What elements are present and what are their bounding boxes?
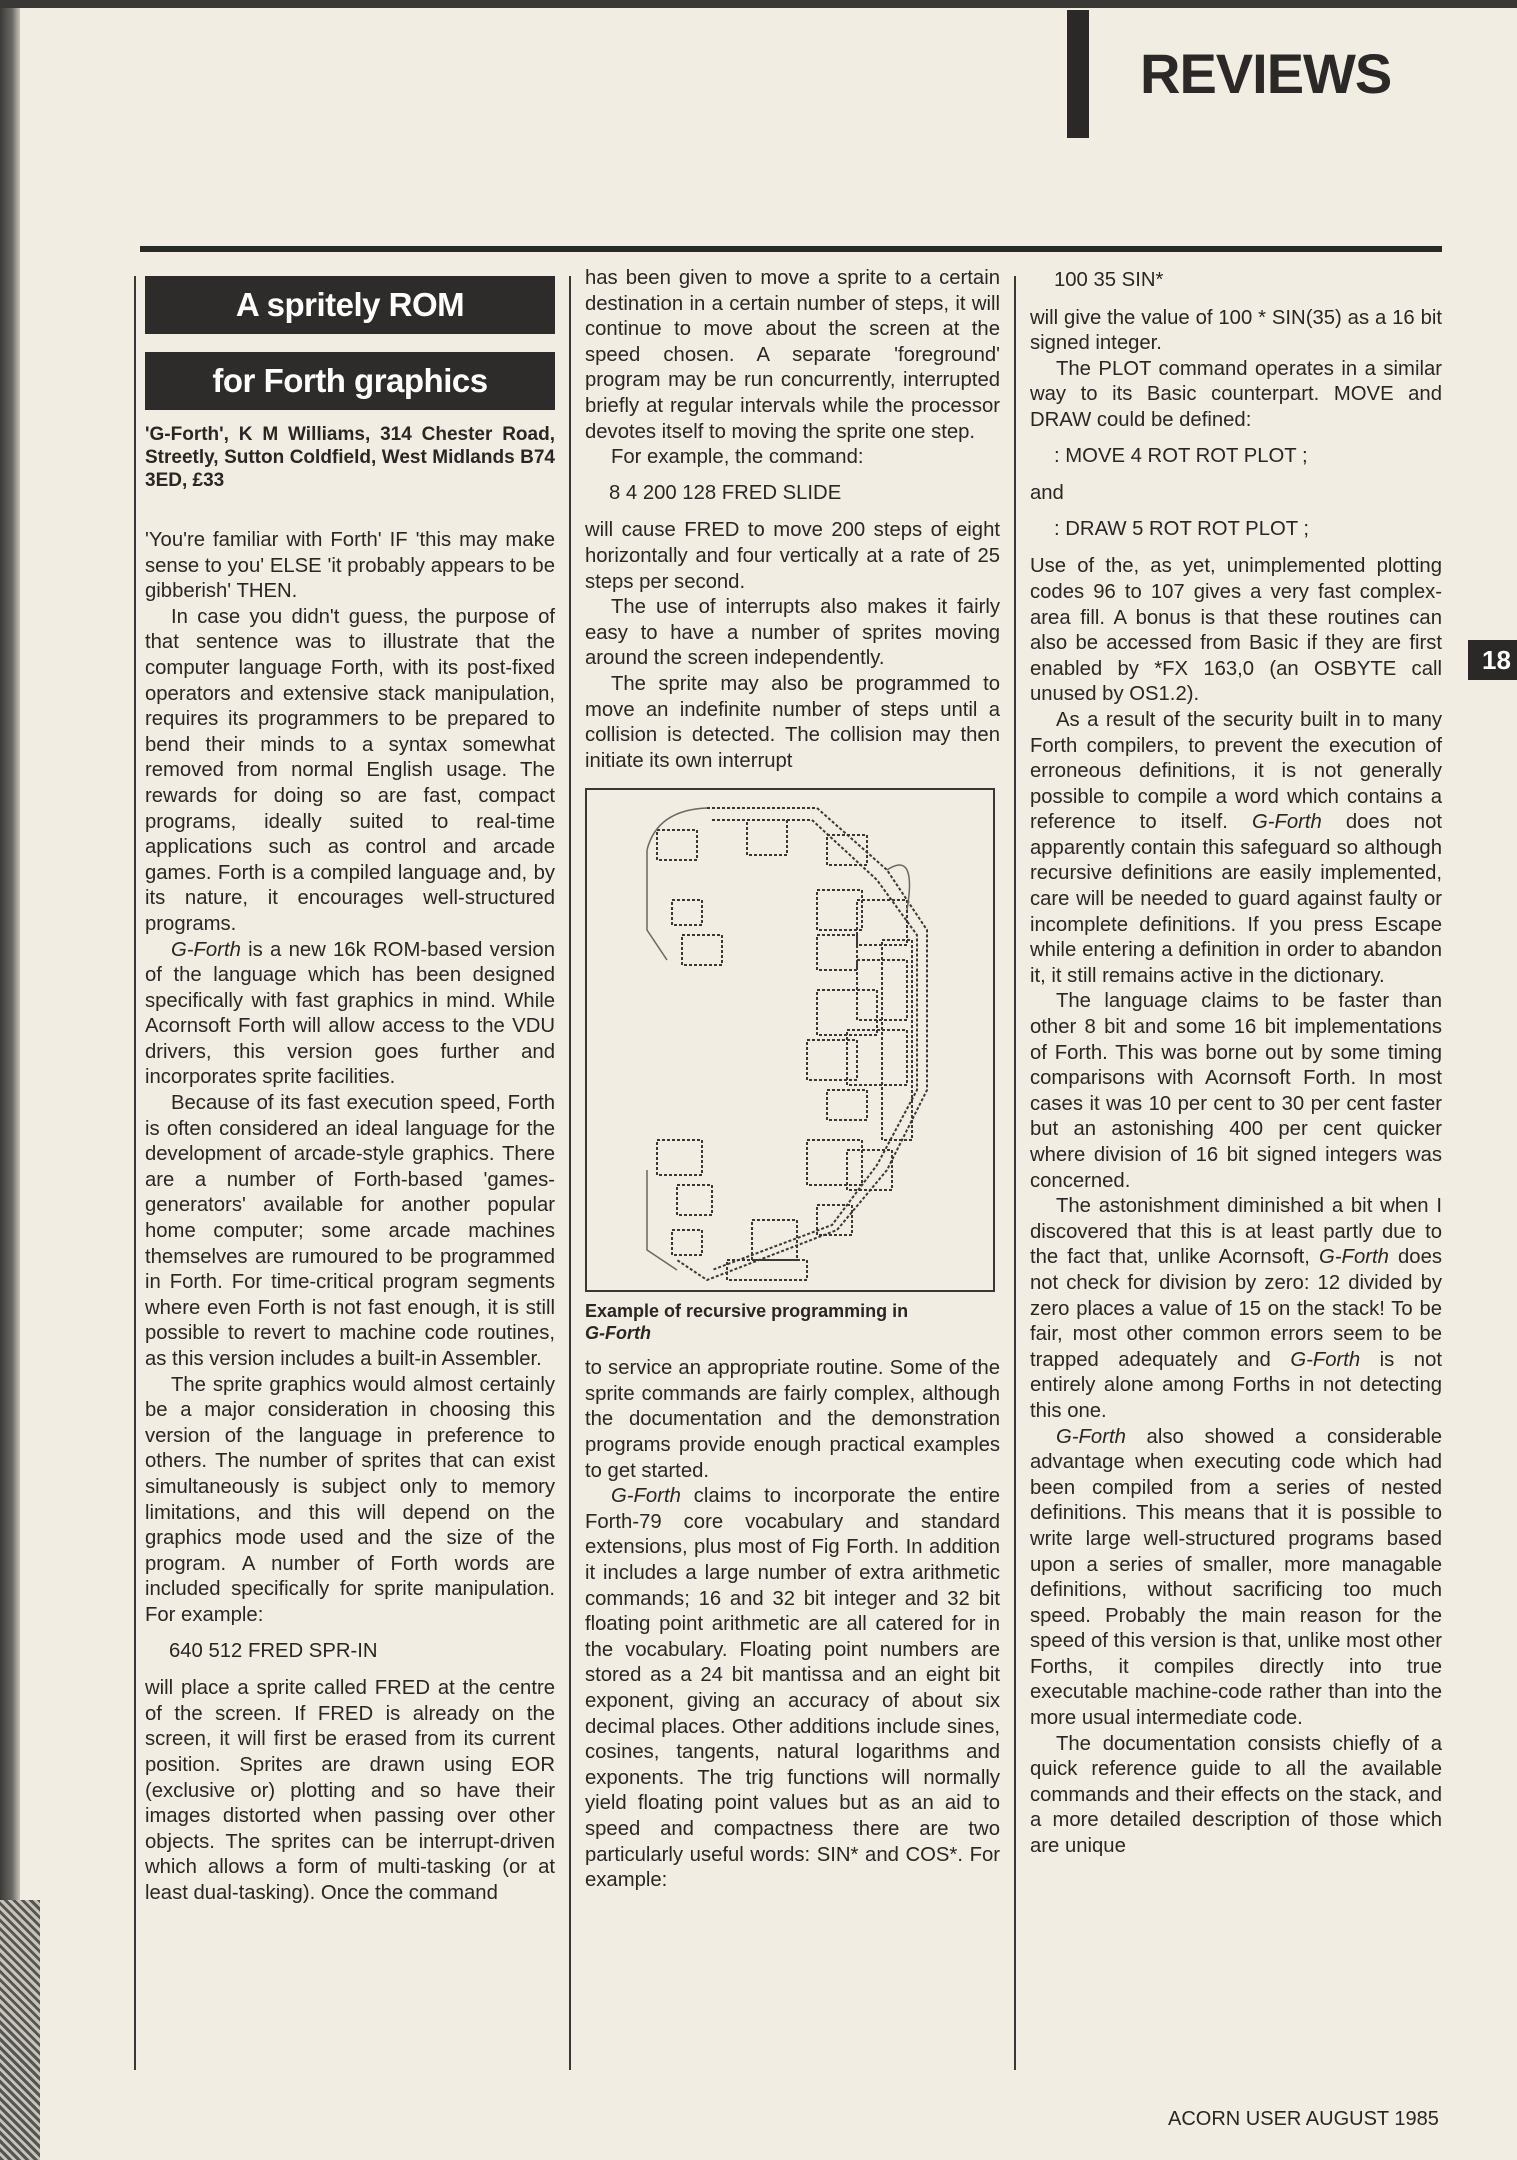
paragraph: In case you didn't guess, the purpose of that sentence was to illustrate that the computer language Forth, with its post-fixed operators and extensive stack manipulation, requires its programmers to be prepared to bend their minds to a syntax somewhat removed from normal English usage. The rewards for doing so are fast, compact programs, ideally suited to real-time applications such as control and arcade games. Forth is a compiled language and, by its nature, it encourages well-structured programs. (145, 605, 555, 935)
paragraph: G-Forth also showed a considerable advantage when executing code which had been compiled from a series of nested definitions. This means that it is possible to write large well-structured programs based upon a series of smaller, more managable definitions, without sacrificing too much speed. Probably the main reason for the speed of this version is that, unlike most other Forths, it compiles directly into true executable machine-code rather than into the more usual intermediate code. (1030, 1425, 1442, 1730)
paragraph: to service an appropriate routine. Some of the sprite commands are fairly complex, although the documentation and the demonstration programs provide enough practical examples to get started. (585, 1357, 1000, 1482)
product-name: G-Forth (1290, 1348, 1361, 1371)
paragraph: G-Forth is a new 16k ROM-based version of the language which has been designed specifically with fast graphics in mind. While Acornsoft Forth will allow access to the VDU drivers, this version goes further and incorporates sprite facilities. (145, 938, 555, 1089)
code-example: 100 35 SIN* (1054, 269, 1164, 291)
binding-hatch-pattern (0, 1900, 40, 2160)
headline-line-2: for Forth graphics (145, 352, 555, 410)
column-rule-2 (1014, 276, 1016, 2070)
paragraph: G-Forth claims to incorporate the entire Forth-79 core vocabulary and standard extensions, plus most of Fig Forth. In addition it includes a large number of extra arithmetic commands; 16 and 32 bit integer and 32 bit floating point arithmetic are all catered for in the vocabulary. Floating point numbers are stored as a 24 bit mantissa and an eight bit exponent, giving an accuracy of about six decimal places. Other additions include sines, cosines, tangents, natural logarithms and exponents. The trig functions will normally yield floating point values but as an aid to speed and compactness there are two particularly useful words: SIN* and COS*. For example: (585, 1485, 1000, 1892)
product-name: G-Forth (1251, 811, 1322, 834)
paragraph: The PLOT command operates in a similar way to its Basic counterpart. MOVE and DRAW could be defined: (1030, 357, 1442, 431)
product-name: G-Forth (1056, 1425, 1126, 1448)
product-name: G-Forth (171, 938, 241, 961)
paragraph: For example, the command: (611, 446, 864, 469)
paragraph: Because of its fast execution speed, Forth is often considered an ideal language for the development of arcade-style graphics. There are a number of Forth-based 'games-generators' available for another popular home computer; some arcade machines themselves are rumoured to be programmed in Forth. For time-critical program segments where even Forth is not fast enough, it is still possible to revert to machine code routines, as this version includes a built-in Assembler. (145, 1092, 555, 1370)
paragraph: The documentation consists chiefly of a quick reference guide to all the available commands and their effects on the stack, and a more detailed description of those which are unique (1030, 1732, 1442, 1858)
paragraph: will give the value of 100 * SIN(35) as a 16 bit signed integer. (1030, 306, 1442, 355)
article-column-2 (585, 266, 1000, 1894)
paragraph: will place a sprite called FRED at the centre of the screen. If FRED is already on the screen, it will first be erased from its current position. Sprites are drawn using EOR (exclusive or) plotting and so have their images distorted when passing over other objects. The sprites can be interrupt-driven which allows a form of multi-tasking (or at least dual-tasking). Once the command (145, 1677, 555, 1904)
paragraph: 'You're familiar with Forth' IF 'this may make sense to you' ELSE 'it probably appears to be gibberish' THEN. (145, 529, 555, 603)
section-tab-bar (1067, 10, 1089, 138)
section-title: REVIEWS (1140, 42, 1392, 105)
paragraph: will cause FRED to move 200 steps of eight horizontally and four vertically at a rate of 25 steps per second. (585, 519, 1000, 593)
paragraph: and (1030, 482, 1064, 505)
paragraph: The use of interrupts also makes it fairly easy to have a number of sprites moving around the screen independently. (585, 596, 1000, 670)
article-column-3 (1030, 266, 1442, 1860)
paragraph: Use of the, as yet, unimplemented plotting codes 96 to 107 gives a very fast complex-area fill. A bonus is that these routines can also be accessed from Basic if they are first enabled by *FX 163,0 (an OSBYTE call unused by OS1.2). (1030, 555, 1442, 706)
product-name: G-Forth (611, 1485, 681, 1508)
paragraph: The astonishment diminished a bit when I discovered that this is at least partly due to the fact that, unlike Acornsoft, G-Forth does not check for division by zero: 12 divided by zero places a value of 15 on the stack! To be fair, most other common errors seem to be trapped adequately and G-Forth is not entirely alone among Forths in not detecting this one. (1030, 1195, 1442, 1422)
byline: 'G-Forth', K M Williams, 314 Chester Road, Streetly, Sutton Coldfield, West Midlands B74 3ED, £33 (145, 424, 555, 491)
recursive-pattern-image (587, 790, 993, 1290)
paragraph: The language claims to be faster than other 8 bit and some 16 bit implementations of Forth. This was borne out by some timing comparisons with Acornsoft Forth. In most cases it was 10 per cent to 30 per cent faster but an astonishing 400 per cent quicker where division of 16 bit signed integers was concerned. (1030, 990, 1442, 1192)
paragraph: has been given to move a sprite to a certain destination in a certain number of steps, it will continue to move about the screen at the speed chosen. A separate 'foreground' program may be run concurrently, interrupted briefly at regular intervals while the processor devotes itself to moving the sprite one step. (585, 267, 1000, 443)
column-rule-1 (569, 276, 571, 2070)
paragraph: The sprite may also be programmed to move an indefinite number of steps until a collision is detected. The collision may then initiate its own interrupt (585, 672, 1000, 772)
code-example: : MOVE 4 ROT ROT PLOT ; (1054, 444, 1308, 467)
code-example: : DRAW 5 ROT ROT PLOT ; (1054, 517, 1310, 540)
headline-line-1: A spritely ROM (145, 276, 555, 334)
code-example: 8 4 200 128 FRED SLIDE (609, 481, 842, 504)
figure-caption: Example of recursive programming in G-Forth (585, 1301, 909, 1344)
article-column-1 (145, 266, 555, 1906)
page-footer: ACORN USER AUGUST 1985 (1168, 2108, 1439, 2130)
page-number-tab: 18 (1468, 640, 1517, 680)
top-border (0, 0, 1517, 8)
page-binding-edge (0, 0, 20, 2160)
paragraph: As a result of the security built in to many Forth compilers, to prevent the execution of erroneous definitions, it is not generally possible to compile a word which contains a reference to itself. G-Forth does not apparently contain this safeguard so although recursive definitions are easily implemented, care will be needed to guard against faulty or incomplete definitions. If you press Escape while entering a definition in order to abandon it, it still remains active in the dictionary. (1030, 708, 1442, 987)
column-rule-left (134, 276, 136, 2070)
code-example: 640 512 FRED SPR-IN (169, 1639, 378, 1662)
recursive-graphic-figure (585, 788, 995, 1292)
paragraph: The sprite graphics would almost certainly be a major consideration in choosing this version of the language in preference to others. The number of sprites that can exist simultaneously is subject only to memory limitations, and this will depend on the graphics mode used and the size of the program. A number of Forth words are included specifically for sprite manipulation. For example: (145, 1373, 555, 1626)
product-name: G-Forth (1319, 1246, 1389, 1269)
header-rule (140, 246, 1442, 252)
